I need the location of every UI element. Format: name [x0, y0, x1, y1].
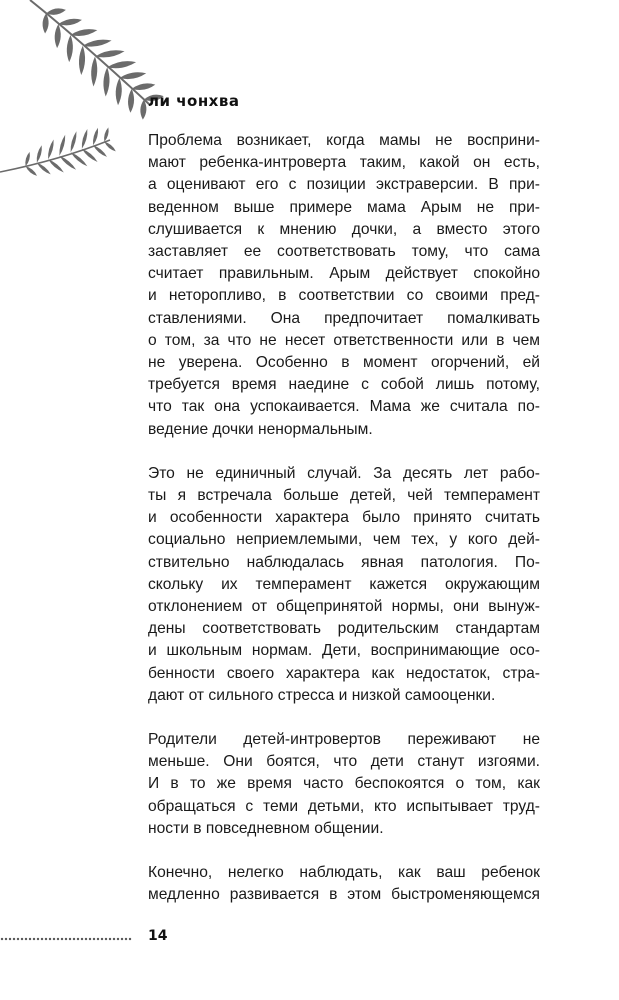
fern-leaflet-icon	[67, 35, 73, 62]
text-line: требуется время наедине с собой лишь потому,	[148, 376, 540, 394]
fern-leaflet-icon	[107, 61, 136, 68]
paragraph	[148, 862, 540, 906]
running-head-author: ли чонхва	[148, 92, 240, 110]
fern-leaflet-icon	[71, 152, 88, 166]
page-footer	[0, 925, 619, 949]
text-line: ведение дочки ненормальным.	[148, 420, 373, 438]
paragraph	[148, 463, 540, 707]
fern-leaflet-icon	[119, 72, 146, 79]
fern-leaflet-icon	[93, 145, 107, 157]
text-line: отклонением от общепринятой нормы, они вынуж-	[148, 598, 540, 616]
fern-leaflet-icon	[132, 83, 156, 90]
fern-leaflet-icon	[128, 89, 134, 113]
text-line: социально неприемлемыми, чем тех, у кого дей-	[148, 531, 540, 549]
fern-leaflet-icon	[91, 57, 97, 87]
text-line: Конечно, нелегко наблюдать, как ваш ребенок	[148, 864, 540, 882]
fern-leaflet-icon	[48, 139, 54, 159]
fern-leaflet-icon	[140, 100, 146, 120]
fern-leaflet-icon	[25, 152, 30, 166]
text-line: ставлениями. Она предпочитает помалкивать	[148, 309, 540, 327]
fern-leaflet-icon	[59, 135, 65, 156]
text-line: о том, за что не несет ответственности или в чем	[148, 331, 540, 349]
fern-leaflet-icon	[82, 149, 98, 162]
fern-leaflet-icon	[37, 145, 42, 162]
text-line: медленно развивается в этом быстроменяющемся	[148, 886, 540, 904]
fern-leaflet-icon	[59, 156, 76, 170]
text-line: ствительно наблюдалась явная патология. По-	[148, 553, 540, 571]
fern-leaflet-icon	[82, 129, 88, 149]
text-line: что так она успокаивается. Мама же считала по-	[148, 398, 540, 416]
fern-leaflet-icon	[55, 24, 61, 48]
fern-leaflet-icon	[71, 131, 77, 152]
text-line: меньше. Они боятся, что дети станут изгоями.	[148, 753, 540, 771]
text-line: Это не единичный случай. За десять лет рабо-	[148, 464, 540, 482]
paragraph	[148, 130, 540, 441]
text-line: бенности своего характера как недостаток, стра-	[148, 664, 540, 682]
text-line: И в то же время часто беспокоятся о том, как	[148, 775, 540, 793]
fern-leaflet-icon	[95, 50, 125, 57]
text-line: заставляет ее соответствовать тому, что сама	[148, 243, 540, 261]
text-line: веденном выше примере мама Арым не при-	[148, 198, 540, 216]
fern-leaflet-icon	[26, 166, 37, 176]
text-line: слушивается к мнению дочки, а вместо этого	[148, 220, 540, 238]
fern-leaflet-icon	[104, 127, 109, 141]
text-line: скольку их темперамент кажется окружающим	[148, 575, 540, 593]
fern-leaflet-icon	[43, 13, 49, 33]
fern-leaflet-icon	[46, 8, 66, 14]
text-line: дены соответствовать родительским стандартам	[148, 620, 540, 638]
page-number: 14	[148, 928, 168, 944]
text-line: обращаться с теми детьми, кто испытывает труд-	[148, 797, 540, 815]
text-line: ты я встречала больше детей, чей темперамент	[148, 487, 540, 505]
fern-leaflet-icon	[104, 142, 115, 152]
fern-leaflet-icon	[103, 67, 109, 96]
fern-leaflet-icon	[116, 78, 122, 105]
fern-leaflet-icon	[58, 19, 82, 26]
text-line: мают ребенка-интроверта таким, какой он есть,	[148, 154, 540, 172]
text-line: и особенности характера было принято считать	[148, 509, 540, 527]
text-line: считает правильным. Арым действует спокойно	[148, 265, 540, 283]
fern-leaflet-icon	[79, 46, 85, 75]
text-line: ности в повседневном общении.	[148, 819, 384, 837]
text-line: и школьным нормам. Дети, воспринимающие осо-	[148, 642, 540, 660]
fern-leaflet-icon	[71, 29, 98, 36]
fern-leaflet-icon	[83, 40, 112, 47]
dotted-rule	[0, 937, 132, 941]
text-line: и неторопливо, в соответствии со своими пред-	[148, 287, 540, 305]
text-line: Проблема возникает, когда мамы не восприни-	[148, 132, 540, 149]
fern-leaflet-icon	[37, 163, 51, 175]
text-line: не уверена. Особенно в момент огорчений, ей	[148, 354, 540, 372]
text-line: Родители детей-интровертов переживают не	[148, 731, 540, 749]
body-text	[148, 130, 540, 929]
text-line: а оценивают его с позиции экстраверсии. В при-	[148, 176, 540, 194]
paragraph	[148, 729, 540, 840]
fern-leaflet-icon	[48, 159, 64, 172]
fern-leaflet-icon	[93, 128, 98, 145]
text-line: дают от сильного стресса и низкой самооценки.	[148, 686, 496, 704]
